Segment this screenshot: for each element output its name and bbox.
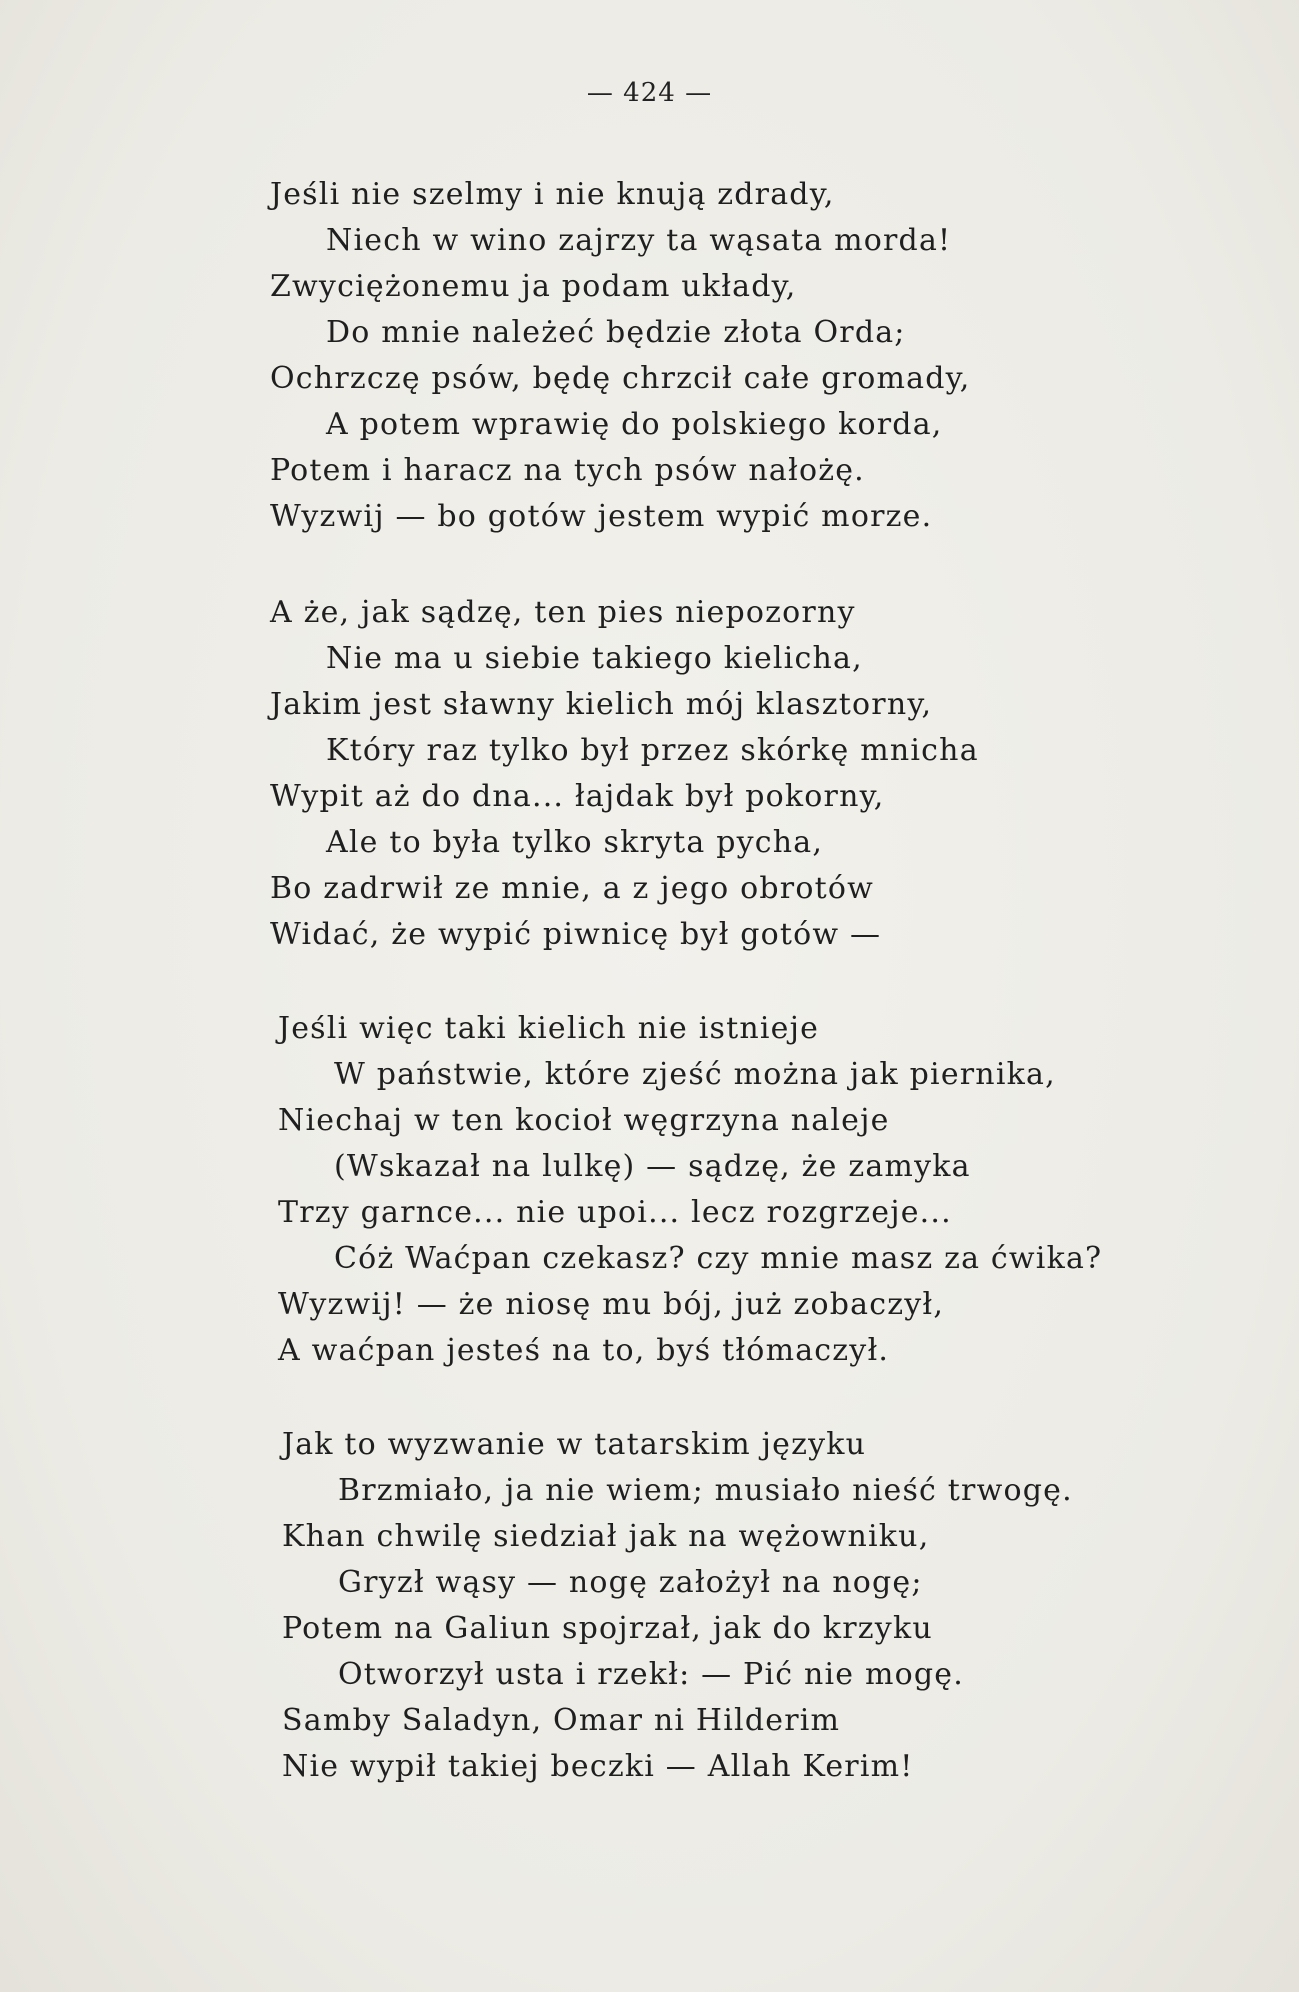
verse-line: Jeśli nie szelmy i nie knują zdrady,: [270, 177, 835, 212]
page-number: — 424 —: [586, 78, 713, 108]
verse-line: Cóż Waćpan czekasz? czy mnie masz za ćwika?: [334, 1241, 1103, 1276]
verse-line: Ochrzczę psów, będę chrzcił całe gromady,: [270, 361, 971, 396]
stanza-4: [282, 1422, 1182, 1790]
verse-line: Zwyciężonemu ja podam układy,: [270, 269, 797, 304]
verse-line: Do mnie należeć będzie złota Orda;: [326, 315, 906, 350]
verse-line: Jeśli więc taki kielich nie istnieje: [278, 1011, 820, 1046]
verse-line: Niechaj w ten kocioł węgrzyna naleje: [278, 1103, 890, 1138]
verse-line: Jakim jest sławny kielich mój klasztorny,: [270, 687, 933, 722]
verse-line: Brzmiało, ja nie wiem; musiało nieść trwogę.: [338, 1473, 1073, 1508]
verse-line: Trzy garnce... nie upoi... lecz rozgrzeje...: [278, 1195, 952, 1230]
verse-line: A że, jak sądzę, ten pies niepozorny: [270, 595, 856, 630]
verse-line: Niech w wino zajrzy ta wąsata morda!: [326, 223, 952, 258]
verse-line: Otworzył usta i rzekł: — Pić nie mogę.: [338, 1657, 964, 1692]
verse-line: Wyzwij — bo gotów jestem wypić morze.: [270, 499, 933, 534]
verse-line: Potem i haracz na tych psów nałożę.: [270, 453, 865, 488]
verse-line: Ale to była tylko skryta pycha,: [326, 825, 824, 860]
stanza-1: [270, 172, 1170, 540]
stanza-2: [270, 590, 1170, 958]
verse-line: (Wskazał na lulkę) — sądzę, że zamyka: [334, 1149, 971, 1184]
verse-line: Potem na Galiun spojrzał, jak do krzyku: [282, 1611, 933, 1646]
verse-line: Jak to wyzwanie w tatarskim języku: [282, 1427, 867, 1462]
verse-line: Gryzł wąsy — nogę założył na nogę;: [338, 1565, 923, 1600]
verse-line: Nie ma u siebie takiego kielicha,: [326, 641, 863, 676]
verse-line: Khan chwilę siedział jak na wężowniku,: [282, 1519, 930, 1554]
verse-line: Nie wypił takiej beczki — Allah Kerim!: [282, 1749, 914, 1784]
verse-line: Widać, że wypić piwnicę był gotów —: [270, 917, 882, 952]
verse-line: Wyzwij! — że niosę mu bój, już zobaczył,: [278, 1287, 945, 1322]
stanza-3: [278, 1006, 1178, 1374]
verse-line: Bo zadrwił ze mnie, a z jego obrotów: [270, 871, 874, 906]
verse-line: W państwie, które zjeść można jak piernika,: [334, 1057, 1056, 1092]
verse-line: Wypit aż do dna... łajdak był pokorny,: [270, 779, 885, 814]
verse-line: Który raz tylko był przez skórkę mnicha: [326, 733, 979, 768]
verse-line: A waćpan jesteś na to, byś tłómaczył.: [278, 1333, 890, 1368]
verse-line: A potem wprawię do polskiego korda,: [326, 407, 943, 442]
verse-line: Samby Saladyn, Omar ni Hilderim: [282, 1703, 841, 1738]
